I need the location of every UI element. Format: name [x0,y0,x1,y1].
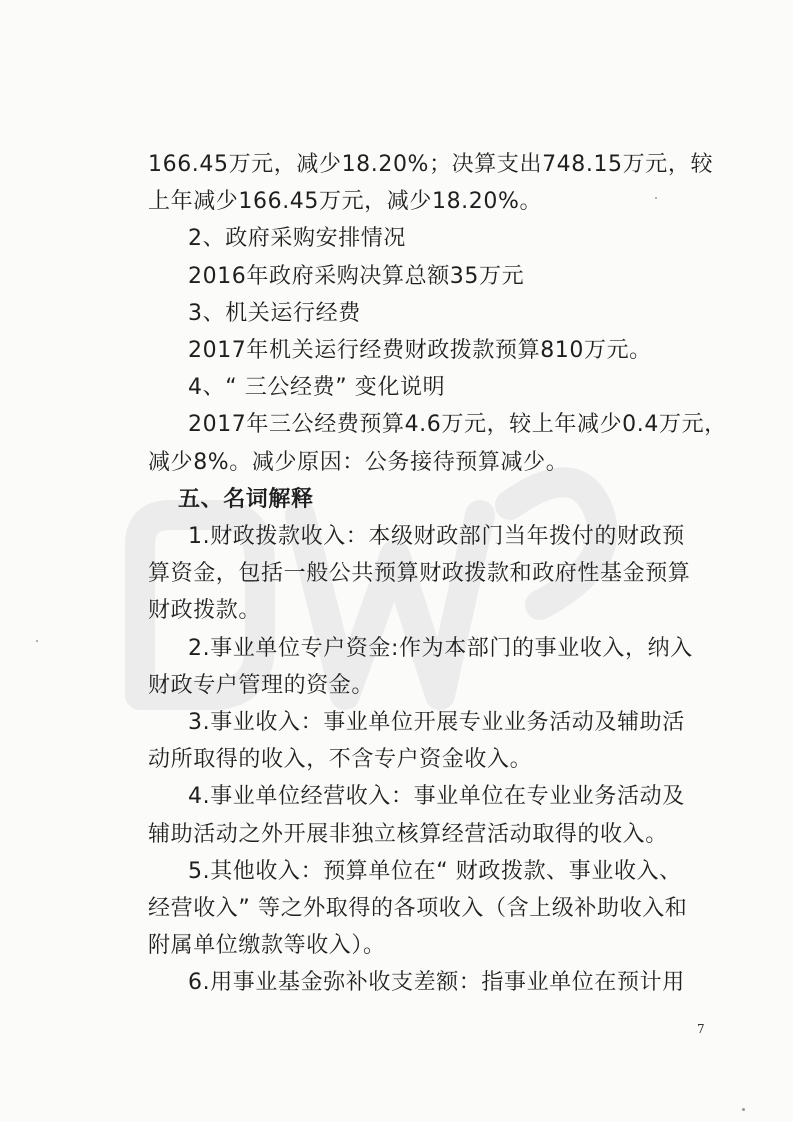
section-heading: 4、“ 三公经费” 变化说明 [188,375,446,401]
text-line: 上年减少166.45万元，减少18.20%。 [148,189,543,215]
text-line: 财政专户管理的资金。 [148,672,375,698]
page-number: 7 [697,1022,705,1036]
chapter-heading: 五、名词解释 [178,486,314,512]
body-text [148,146,727,1002]
text-line: 2016年政府采购决算总额35万元 [188,263,525,289]
text-line: 动所取得的收入，不含专户资金收入。 [148,747,533,773]
scan-speck [36,640,38,642]
text-line: 6.用事业基金弥补收支差额：指事业单位在预计用 [188,970,685,996]
text-line: 减少8%。减少原因：公务接待预算减少。 [148,449,569,475]
text-line: 2017年三公经费预算4.6万元，较上年减少0.4万元， [188,412,727,438]
scan-speck [655,197,657,199]
scan-speck [742,1108,745,1111]
text-line: 辅助活动之外开展非独立核算经营活动取得的收入。 [148,821,668,847]
text-line: 2017年机关运行经费财政拨款预算810万元。 [188,338,652,364]
text-line: 2.事业单位专户资金:作为本部门的事业收入，纳入 [188,635,693,661]
text-line: 附属单位缴款等收入）。 [148,933,386,959]
section-heading: 3、机关运行经费 [188,300,361,326]
text-line: 算资金，包括一般公共预算财政拨款和政府性基金预算 [148,561,691,587]
text-line: 5.其他收入：预算单位在“ 财政拨款、事业收入、 [188,858,682,884]
text-line: 财政拨款。 [148,598,262,624]
text-line: 3.事业收入：事业单位开展专业业务活动及辅助活 [188,710,685,736]
section-heading: 2、政府采购安排情况 [188,226,406,252]
text-line: 经营收入” 等之外取得的各项收入（含上级补助收入和 [148,896,688,922]
text-line: 4.事业单位经营收入：事业单位在专业业务活动及 [188,784,685,810]
text-line: 1.财政拨款收入：本级财政部门当年拨付的财政预 [188,524,685,550]
text-line: 166.45万元，减少18.20%；决算支出748.15万元，较 [148,152,714,177]
